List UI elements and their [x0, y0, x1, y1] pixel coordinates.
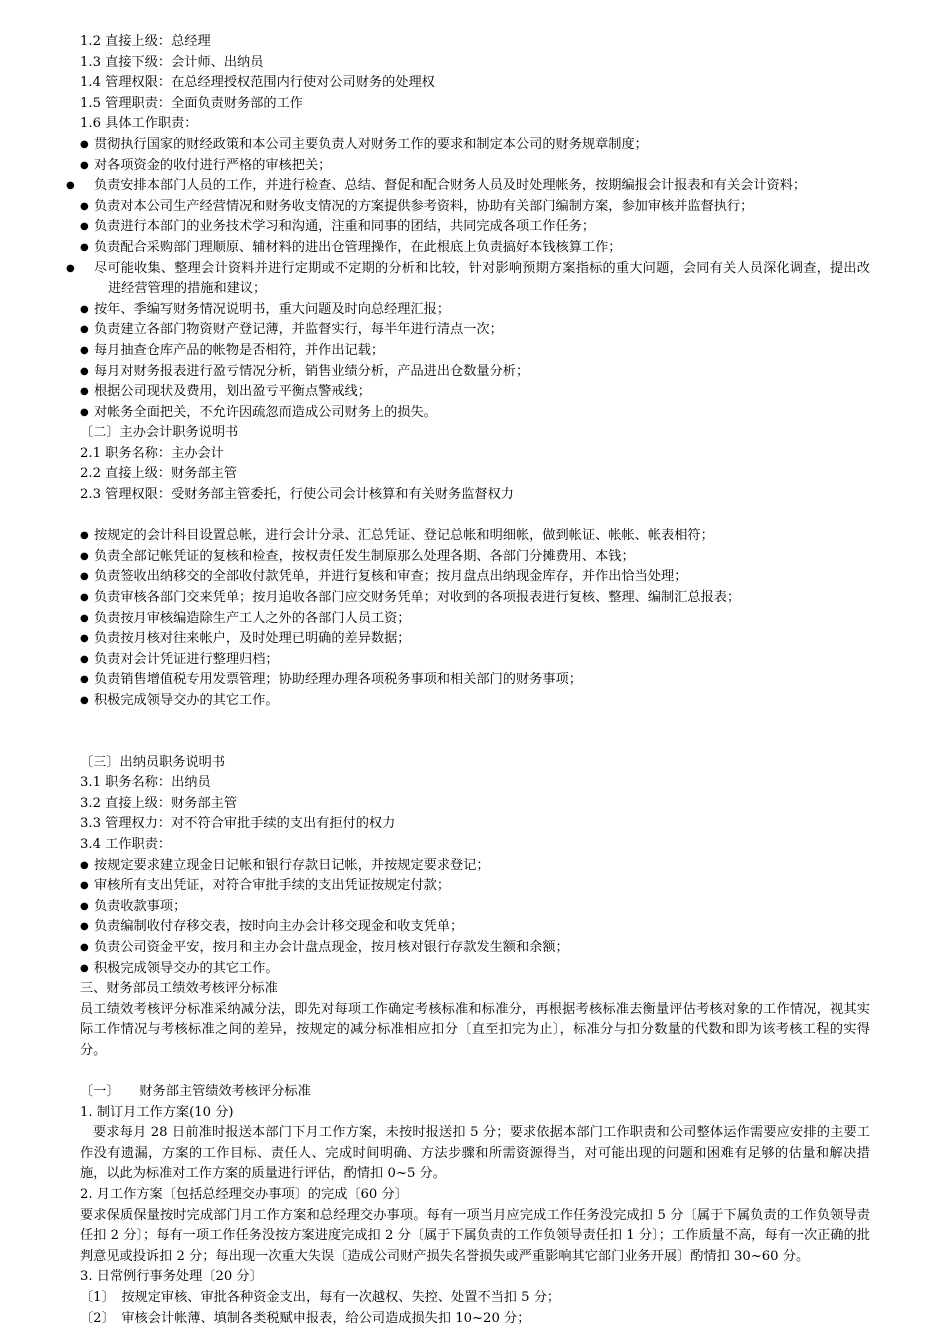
list-item: ● 负责按月审核编造除生产工人之外的各部门人员工资；	[80, 609, 870, 630]
authority-line: 1.4 管理权限：在总经理授权范围内行使对公司财务的处理权	[80, 75, 435, 91]
list-item: ● 负责对本公司生产经营情况和财务收支情况的方案提供参考资料，协助有关部门编制方案，参加审核并监督执行；	[80, 197, 870, 218]
list-item: ● 负责建立各部门物资财产登记薄，并监督实行，每半年进行清点一次；	[80, 320, 870, 341]
list-item: ● 积极完成领导交办的其它工作。	[80, 959, 870, 980]
spacer	[80, 506, 870, 527]
spacer	[80, 1062, 870, 1083]
list-item: ● 负责销售增值税专用发票管理；协助经理办理各项税务事项和相关部门的财务事项；	[80, 670, 870, 691]
item-title: 2. 月工作方案〔包括总经理交办事项〕的完成〔60 分〕	[80, 1187, 408, 1203]
item-title: 1. 制订月工作方案(10 分)	[80, 1104, 234, 1120]
direct-subordinate-line: 1.3 直接下级：会计师、出纳员	[80, 54, 264, 70]
item-clause: 〔1〕 按规定审核、审批各种资金支出，每有一次越权、失控、处置不当扣 5 分；	[80, 1290, 561, 1306]
list-item: ● 负责编制收付存移交表，按时向主办会计移交现金和收支凭单；	[80, 917, 870, 938]
list-item: ● 按年、季编写财务情况说明书，重大问题及时向总经理汇报；	[80, 300, 870, 321]
list-item: ● 负责全部记帐凭证的复核和检查，按权责任发生制原那么处理各期、各部门分摊费用、本钱；	[80, 547, 870, 568]
intro-paragraph: 员工绩效考核评分标准采纳减分法，即先对每项工作确定考核标准和标准分，再根据考核标准去衡量评估考核对象的工作情况，视其实际工作情况与考核标准之间的差异，按规定的减分标准相应扣分〔直至扣完为止〕，标准分与扣分数量的代数和即为该考核工程的实得分。	[80, 1001, 870, 1058]
list-item: ● 负责收款事项；	[80, 897, 870, 918]
list-item: ● 按规定要求建立现金日记帐和银行存款日记帐，并按规定要求登记；	[80, 856, 870, 877]
list-item: ● 积极完成领导交办的其它工作。	[80, 691, 870, 712]
list-item: ● 尽可能收集、整理会计资料并进行定期或不定期的分析和比较，针对影响预期方案指标的重大问题，会同有关人员深化调查，提出改进经营管理的措施和建议；	[80, 259, 870, 300]
authority-line: 2.3 管理权限：受财务部主管委托，行使公司会计核算和有关财务监督权力	[80, 487, 514, 503]
item-title: 3. 日常例行事务处理〔20 分〕	[80, 1269, 263, 1285]
list-item: ● 负责对会计凭证进行整理归档；	[80, 650, 870, 671]
list-item: ● 审核所有支出凭证，对符合审批手续的支出凭证按规定付款；	[80, 876, 870, 897]
list-item: ● 负责公司资金平安，按月和主办会计盘点现金，按月核对银行存款发生额和余额；	[80, 938, 870, 959]
direct-superior-line: 3.2 直接上级：财务部主管	[80, 795, 238, 811]
list-item: ● 负责配合采购部门理顺原、辅材料的进出仓管理操作，在此根底上负责搞好本钱核算工作；	[80, 238, 870, 259]
list-item: ● 每月抽查仓库产品的帐物是否相符，并作出记载；	[80, 341, 870, 362]
item-body: 要求保质保量按时完成部门月工作方案和总经理交办事项。每有一项当月应完成工作任务没完成扣 5 分〔属于下属负责的工作负领导责任扣 2 分〕；每有一项工作任务没按方案进度完成扣 2 分〔属于下属负责的工作负领导责任扣 1 分〕；工作质量不高，每有一次正确的批判意见或投诉扣 2 分；每出现一次重大失误〔造成公司财产损失名誉损失或严重影响其它部门业务开展〕酌情扣 30~60 分。	[80, 1207, 870, 1264]
list-item: ● 负责签收出纳移交的全部收付款凭单，并进行复核和审查；按月盘点出纳现金库存，并作出恰当处理；	[80, 567, 870, 588]
list-item: ● 贯彻执行国家的财经政策和本公司主要负责人对财务工作的要求和制定本公司的财务规章制度；	[80, 135, 870, 156]
part-heading: 三、财务部员工绩效考核评分标准	[80, 981, 278, 997]
job-title-line: 2.1 职务名称：主办会计	[80, 445, 224, 461]
list-item: ● 负责进行本部门的业务技术学习和沟通，注重和同事的团结，共同完成各项工作任务；	[80, 217, 870, 238]
authority-line: 3.3 管理权力：对不符合审批手续的支出有拒付的权力	[80, 816, 396, 832]
spacer	[80, 712, 870, 753]
job-title-line: 3.1 职务名称：出纳员	[80, 775, 211, 791]
list-item: ● 负责按月核对往来帐户，及时处理已明确的差异数据；	[80, 629, 870, 650]
section-title: 〔三〕出纳员职务说明书	[80, 754, 226, 770]
direct-superior-line: 1.2 直接上级：总经理	[80, 34, 211, 49]
item-body: 要求每月 28 日前准时报送本部门下月工作方案，未按时报送扣 5 分；要求依据本部门工作职责和公司整体运作需要应安排的主要工作没有遗漏，方案的工作目标、责任人、完成时间明确、方法步骤和所需资源得当，对可能出现的问题和困难有足够的估量和解决措施，以此为标准对工作方案的质量进行评估，酌情扣 0~5 分。	[80, 1125, 870, 1182]
item-clause: 〔2〕 审核会计帐薄、填制各类税赋申报表，给公司造成损失扣 10~20 分；	[80, 1310, 531, 1326]
list-item: ● 根据公司现状及费用，划出盈亏平衡点警戒线；	[80, 382, 870, 403]
list-item: ● 负责审核各部门交来凭单；按月追收各部门应交财务凭单；对收到的各项报表进行复核、整理、编制汇总报表；	[80, 588, 870, 609]
list-item: ● 每月对财务报表进行盈亏情况分析，销售业绩分析，产品进出仓数量分析；	[80, 362, 870, 383]
document-page	[80, 32, 870, 1329]
list-item: ● 负责安排本部门人员的工作，并进行检查、总结、督促和配合财务人员及时处理帐务，按期编报会计报表和有关会计资料；	[80, 176, 870, 197]
list-item: ● 按规定的会计科目设置总帐，进行会计分录、汇总凭证、登记总帐和明细帐，做到帐证、帐帐、帐表相符；	[80, 526, 870, 547]
responsibility-line: 1.5 管理职责：全面负责财务部的工作	[80, 95, 303, 111]
direct-superior-line: 2.2 直接上级：财务部主管	[80, 466, 238, 482]
list-item: ● 对帐务全面把关，不允许因疏忽而造成公司财务上的损失。	[80, 403, 870, 424]
duties-heading: 1.6 具体工作职责：	[80, 116, 198, 132]
section-title: 〔二〕主办会计职务说明书	[80, 425, 239, 441]
list-item: ● 对各项资金的收付进行严格的审核把关；	[80, 156, 870, 177]
subsection-title: 〔一〕 财务部主管绩效考核评分标准	[80, 1084, 311, 1100]
duties-heading: 3.4 工作职责：	[80, 836, 172, 852]
